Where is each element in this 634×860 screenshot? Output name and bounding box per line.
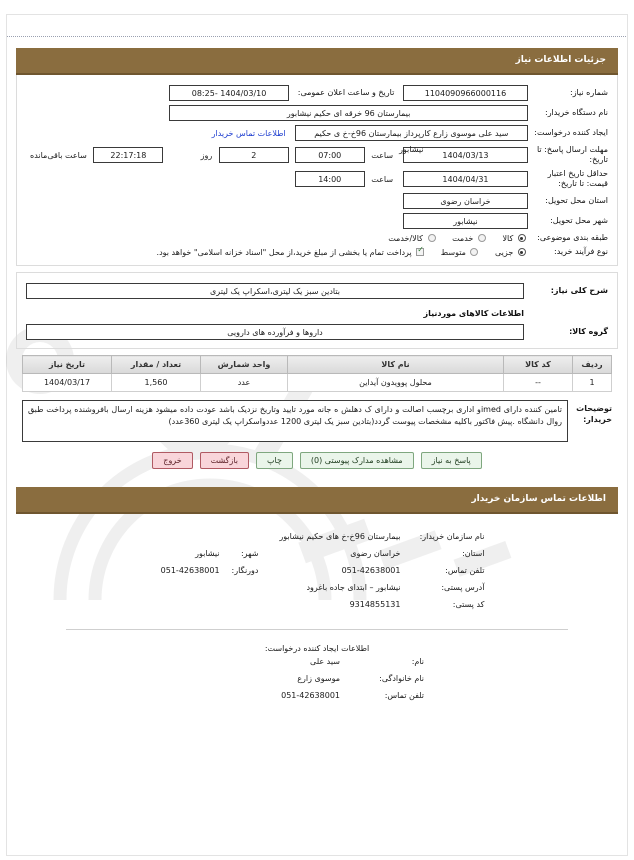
respond-to-need-button[interactable]: پاسخ به نیاز xyxy=(421,452,482,469)
buyer-notes-section xyxy=(16,400,618,442)
goods-group-label: گروه کالا: xyxy=(569,327,608,336)
row-category xyxy=(23,231,611,245)
category-label: طبقه بندی موضوعی: xyxy=(537,233,608,242)
category-option-goods-label: کالا xyxy=(502,233,514,243)
row-requester-first-name xyxy=(204,653,430,670)
purchase-type-option-minor[interactable] xyxy=(495,248,528,257)
goods-info-title: اطلاعات کالاهای موردنیاز xyxy=(423,309,524,318)
goods-group-value: داروها و فرآورده های دارویی xyxy=(26,324,524,340)
col-unit: واحد شمارش xyxy=(201,356,288,374)
view-attachments-button[interactable]: مشاهده مدارک پیوستی (0) xyxy=(300,452,414,469)
row-requester-last-name xyxy=(204,670,430,687)
row-purchase-type xyxy=(23,245,611,259)
summary-label: شرح کلی نیاز: xyxy=(550,286,608,295)
row-deadline xyxy=(23,143,611,167)
contact-postal-label: کد پستی: xyxy=(452,600,485,609)
action-buttons xyxy=(16,452,618,473)
deadline-date: 1404/03/13 xyxy=(403,147,528,163)
category-option-service[interactable] xyxy=(452,234,488,243)
remaining-time-unit: ساعت باقی‌مانده xyxy=(30,150,87,160)
goods-table-wrap xyxy=(16,355,618,392)
price-validity-hour-label: ساعت xyxy=(371,174,394,184)
requester-phone-value: 051-42638001 xyxy=(281,691,340,700)
contact-org-value: بیمارستان 96خ-خ های حکیم نیشابور xyxy=(279,532,401,541)
cell-name: محلول پوویدون آیداین xyxy=(288,374,504,392)
row-goods-group xyxy=(23,322,611,342)
row-city xyxy=(23,211,611,231)
creator-value: سید علی موسوی زارع کارپرداز بیمارستان 96خ-خ ی حکیم نیشابور xyxy=(295,125,528,141)
col-name: نام کالا xyxy=(288,356,504,374)
purchase-type-medium-label: متوسط xyxy=(440,247,466,257)
radio-medium-icon[interactable] xyxy=(470,248,478,256)
radio-service-icon[interactable] xyxy=(478,234,486,242)
need-details-title: جزئیات اطلاعات نیاز xyxy=(515,55,606,65)
row-contact-province xyxy=(144,545,491,562)
buyer-org-value: بیمارستان 96 خرقه ای حکیم نیشابور xyxy=(169,105,527,121)
row-creator xyxy=(23,123,611,143)
creator-label: ایجاد کننده درخواست: xyxy=(534,128,608,137)
requester-phone-label: تلفن تماس: xyxy=(384,691,424,700)
category-option-goods-service[interactable] xyxy=(388,234,437,243)
buyer-contact-link[interactable]: اطلاعات تماس خریدار xyxy=(211,128,286,138)
contact-province-value: خراسان رضوی xyxy=(350,549,401,558)
row-summary xyxy=(23,281,611,301)
purchase-type-option-medium[interactable] xyxy=(441,248,481,257)
requester-first-name-label: نام: xyxy=(411,657,424,666)
remaining-time: 22:17:18 xyxy=(93,147,163,163)
city-label: شهر محل تحویل: xyxy=(550,216,608,225)
row-requester-phone xyxy=(204,687,430,704)
contact-org-label: نام سازمان خریدار: xyxy=(419,532,485,541)
cell-row: 1 xyxy=(573,374,612,392)
buyer-org-label: نام دستگاه خریدار: xyxy=(545,108,608,117)
requester-last-name-value: موسوی زارع xyxy=(297,674,340,683)
price-validity-date: 1404/04/31 xyxy=(403,171,528,187)
radio-goods-service-icon[interactable] xyxy=(428,234,436,242)
remaining-days: 2 xyxy=(219,147,289,163)
row-buyer-org xyxy=(23,103,611,123)
contact-city-value: نیشابور xyxy=(195,549,220,558)
purchase-type-label: نوع فرآیند خرید: xyxy=(554,247,608,256)
checkbox-treasury-icon[interactable] xyxy=(416,248,424,256)
cell-quantity: 1,560 xyxy=(112,374,201,392)
need-details-form xyxy=(23,83,611,259)
buyer-contact-title: اطلاعات تماس سازمان خریدار xyxy=(471,494,606,504)
buyer-contact-table xyxy=(144,528,491,613)
summary-value: بتادین سبز یک لیتری،اسکراپ یک لیتری xyxy=(26,283,524,299)
purchase-type-minor-label: جزیی xyxy=(495,247,514,257)
buyer-notes-text: تامین کننده دارای imedو اداری برچسب اصالت و دارای ک دهلش ه جانه مورد تایید وتاریخ نزدیک باشد عودت داده میشود هزینه ارسال بافروشنده پرداخت طبق روال دانشگاه .پیش فاکتور باکلیه مشخصات پیوست گردد(بتادین سبز یک لیتری 1200 عددواسکراپ یک لیتری 360عدد) xyxy=(22,400,568,442)
announce-label: تاریخ و ساعت اعلان عمومی: xyxy=(297,88,395,97)
goods-panel xyxy=(16,272,618,349)
contact-address-value: نیشابور – ابتدای جاده باغرود xyxy=(306,583,401,592)
summary-form xyxy=(23,281,611,342)
contact-fax-value: 051-42638001 xyxy=(160,566,220,575)
contact-province-label: استان: xyxy=(462,549,485,558)
buyer-contact-body xyxy=(16,514,618,710)
price-validity-label: حداقل تاریخ اعتبار قیمت: تا تاریخ: xyxy=(547,169,608,188)
radio-minor-icon[interactable] xyxy=(518,248,526,256)
row-contact-postal xyxy=(144,596,491,613)
contact-postal-value: 9314855131 xyxy=(349,600,401,609)
row-price-validity xyxy=(23,167,611,191)
need-number-label: شماره نیاز: xyxy=(570,88,608,97)
province-label: استان محل تحویل: xyxy=(545,196,608,205)
back-button[interactable]: بازگشت xyxy=(200,452,249,469)
category-option-goods[interactable] xyxy=(502,234,527,243)
row-contact-org xyxy=(144,528,491,545)
goods-table xyxy=(22,355,612,392)
contact-phone-value: 051-42638001 xyxy=(341,566,401,575)
cell-code: -- xyxy=(504,374,573,392)
buyer-contact-header xyxy=(16,487,618,514)
announce-value: 1404/03/10 -08:25 xyxy=(169,85,288,101)
row-contact-phone xyxy=(144,562,491,579)
exit-button[interactable]: خروج xyxy=(152,452,192,469)
need-number-value: 1104090966000116 xyxy=(403,85,528,101)
treasury-note-option[interactable] xyxy=(157,248,427,257)
content-area xyxy=(16,48,618,710)
cell-need-date: 1404/03/17 xyxy=(23,374,112,392)
contact-address-label: آدرس پستی: xyxy=(441,583,485,592)
price-validity-hour: 14:00 xyxy=(295,171,365,187)
table-row xyxy=(23,374,612,392)
goods-table-header-row xyxy=(23,356,612,374)
row-goods-info-title xyxy=(23,301,611,322)
deadline-label: مهلت ارسال پاسخ: تا تاریخ: xyxy=(536,145,608,164)
col-row: ردیف xyxy=(573,356,612,374)
contact-city-label: شهر: xyxy=(240,549,259,558)
row-need-number xyxy=(23,83,611,103)
buyer-notes-label: توضیحات خریدار: xyxy=(576,404,612,425)
col-code: کد کالا xyxy=(504,356,573,374)
col-quantity: تعداد / مقدار xyxy=(112,356,201,374)
col-need-date: تاریخ نیاز xyxy=(23,356,112,374)
row-contact-address xyxy=(144,579,491,596)
category-option-goods-service-label: کالا/خدمت xyxy=(388,233,423,243)
buyer-contact-section xyxy=(16,487,618,710)
requester-last-name-label: نام خانوادگی: xyxy=(379,674,424,683)
category-option-service-label: خدمت xyxy=(452,233,474,243)
deadline-hour-label: ساعت xyxy=(371,150,394,160)
remaining-days-unit: روز xyxy=(200,150,213,160)
deadline-hour: 07:00 xyxy=(295,147,365,163)
treasury-note-text: پرداخت تمام یا بخشی از مبلغ خرید،از محل "اسناد خزانه اسلامی" خواهد بود. xyxy=(156,247,412,257)
requester-first-name-value: سید علی xyxy=(310,657,340,666)
cell-unit: عدد xyxy=(201,374,288,392)
need-details-panel xyxy=(16,75,618,266)
city-value: نیشابور xyxy=(403,213,528,229)
contact-phone-label: تلفن تماس: xyxy=(445,566,485,575)
contact-divider xyxy=(66,629,568,630)
radio-goods-icon[interactable] xyxy=(518,234,526,242)
row-province xyxy=(23,191,611,211)
contact-fax-label: دورنگار: xyxy=(231,566,259,575)
province-value: خراسان رضوی xyxy=(403,193,528,209)
requester-table xyxy=(204,653,430,704)
print-button[interactable]: چاپ xyxy=(256,452,293,469)
need-details-header xyxy=(16,48,618,75)
requester-info-title: اطلاعات ایجاد کننده درخواست: xyxy=(264,644,370,653)
